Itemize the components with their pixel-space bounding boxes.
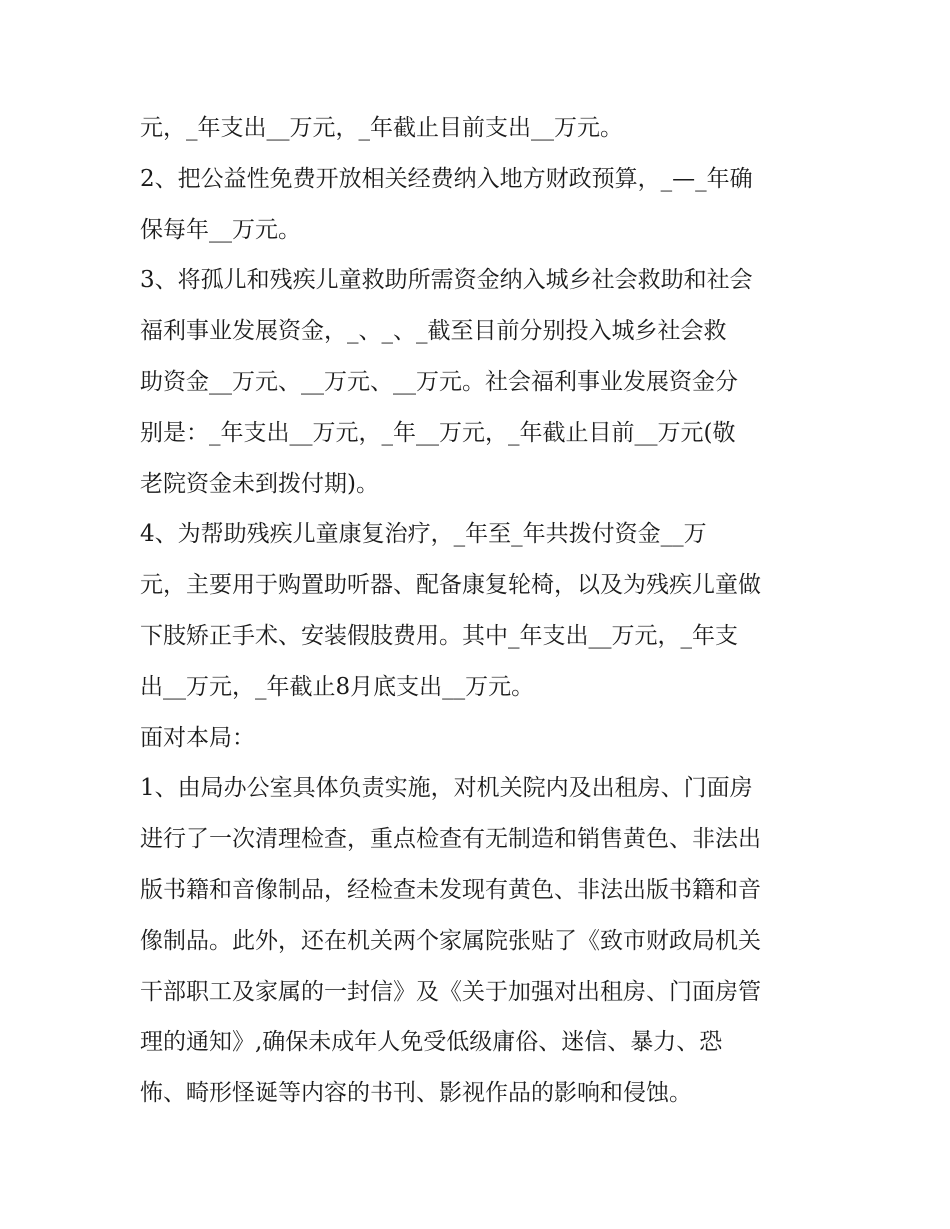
text-line-4: 3、将孤儿和残疾儿童救助所需资金纳入城乡社会救助和社会: [140, 267, 753, 294]
text-line-12: 出__万元，_年截止8月底支出__万元。: [140, 673, 535, 700]
text-line-8: 老院资金未到拨付期)。: [140, 470, 379, 497]
text-line-20: 怖、畸形怪诞等内容的书刊、影视作品的影响和侵蚀。: [140, 1080, 692, 1107]
text-line-11: 下肢矫正手术、安装假肢费用。其中_年支出__万元，_年支: [140, 622, 738, 649]
text-line-9: 4、为帮助残疾儿童康复治疗，_年至_年共拨付资金__万: [140, 521, 707, 548]
text-line-16: 版书籍和音像制品，经检查未发现有黄色、非法出版书籍和音: [140, 876, 761, 903]
text-line-6: 助资金__万元、__万元、__万元。社会福利事业发展资金分: [140, 368, 738, 395]
text-line-15: 进行了一次清理检查，重点检查有无制造和销售黄色、非法出: [140, 826, 761, 853]
text-line-5: 福利事业发展资金，_、_、_截至目前分别投入城乡社会救: [140, 318, 727, 345]
text-line-3: 保每年__万元。: [140, 216, 301, 243]
text-line-1: 元，_年支出__万元，_年截止目前支出__万元。: [140, 115, 623, 141]
text-line-17: 像制品。此外，还在机关两个家属院张贴了《致市财政局机关: [140, 927, 761, 954]
text-line-14: 1、由局办公室具体负责实施，对机关院内及出租房、门面房: [140, 775, 753, 802]
text-line-10: 元，主要用于购置助听器、配备康复轮椅，以及为残疾儿童做: [140, 572, 761, 599]
body-text: [140, 103, 820, 1119]
text-line-2: 2、把公益性免费开放相关经费纳入地方财政预算，_—_年确: [140, 165, 753, 192]
text-line-18: 干部职工及家属的一封信》及《关于加强对出租房、门面房管: [140, 978, 761, 1005]
text-line-13: 面对本局：: [140, 724, 255, 751]
text-line-19: 理的通知》,确保未成年人免受低级庸俗、迷信、暴力、恐: [140, 1029, 723, 1056]
text-line-7: 别是：_年支出__万元，_年__万元，_年截止目前__万元(敬: [140, 419, 736, 446]
